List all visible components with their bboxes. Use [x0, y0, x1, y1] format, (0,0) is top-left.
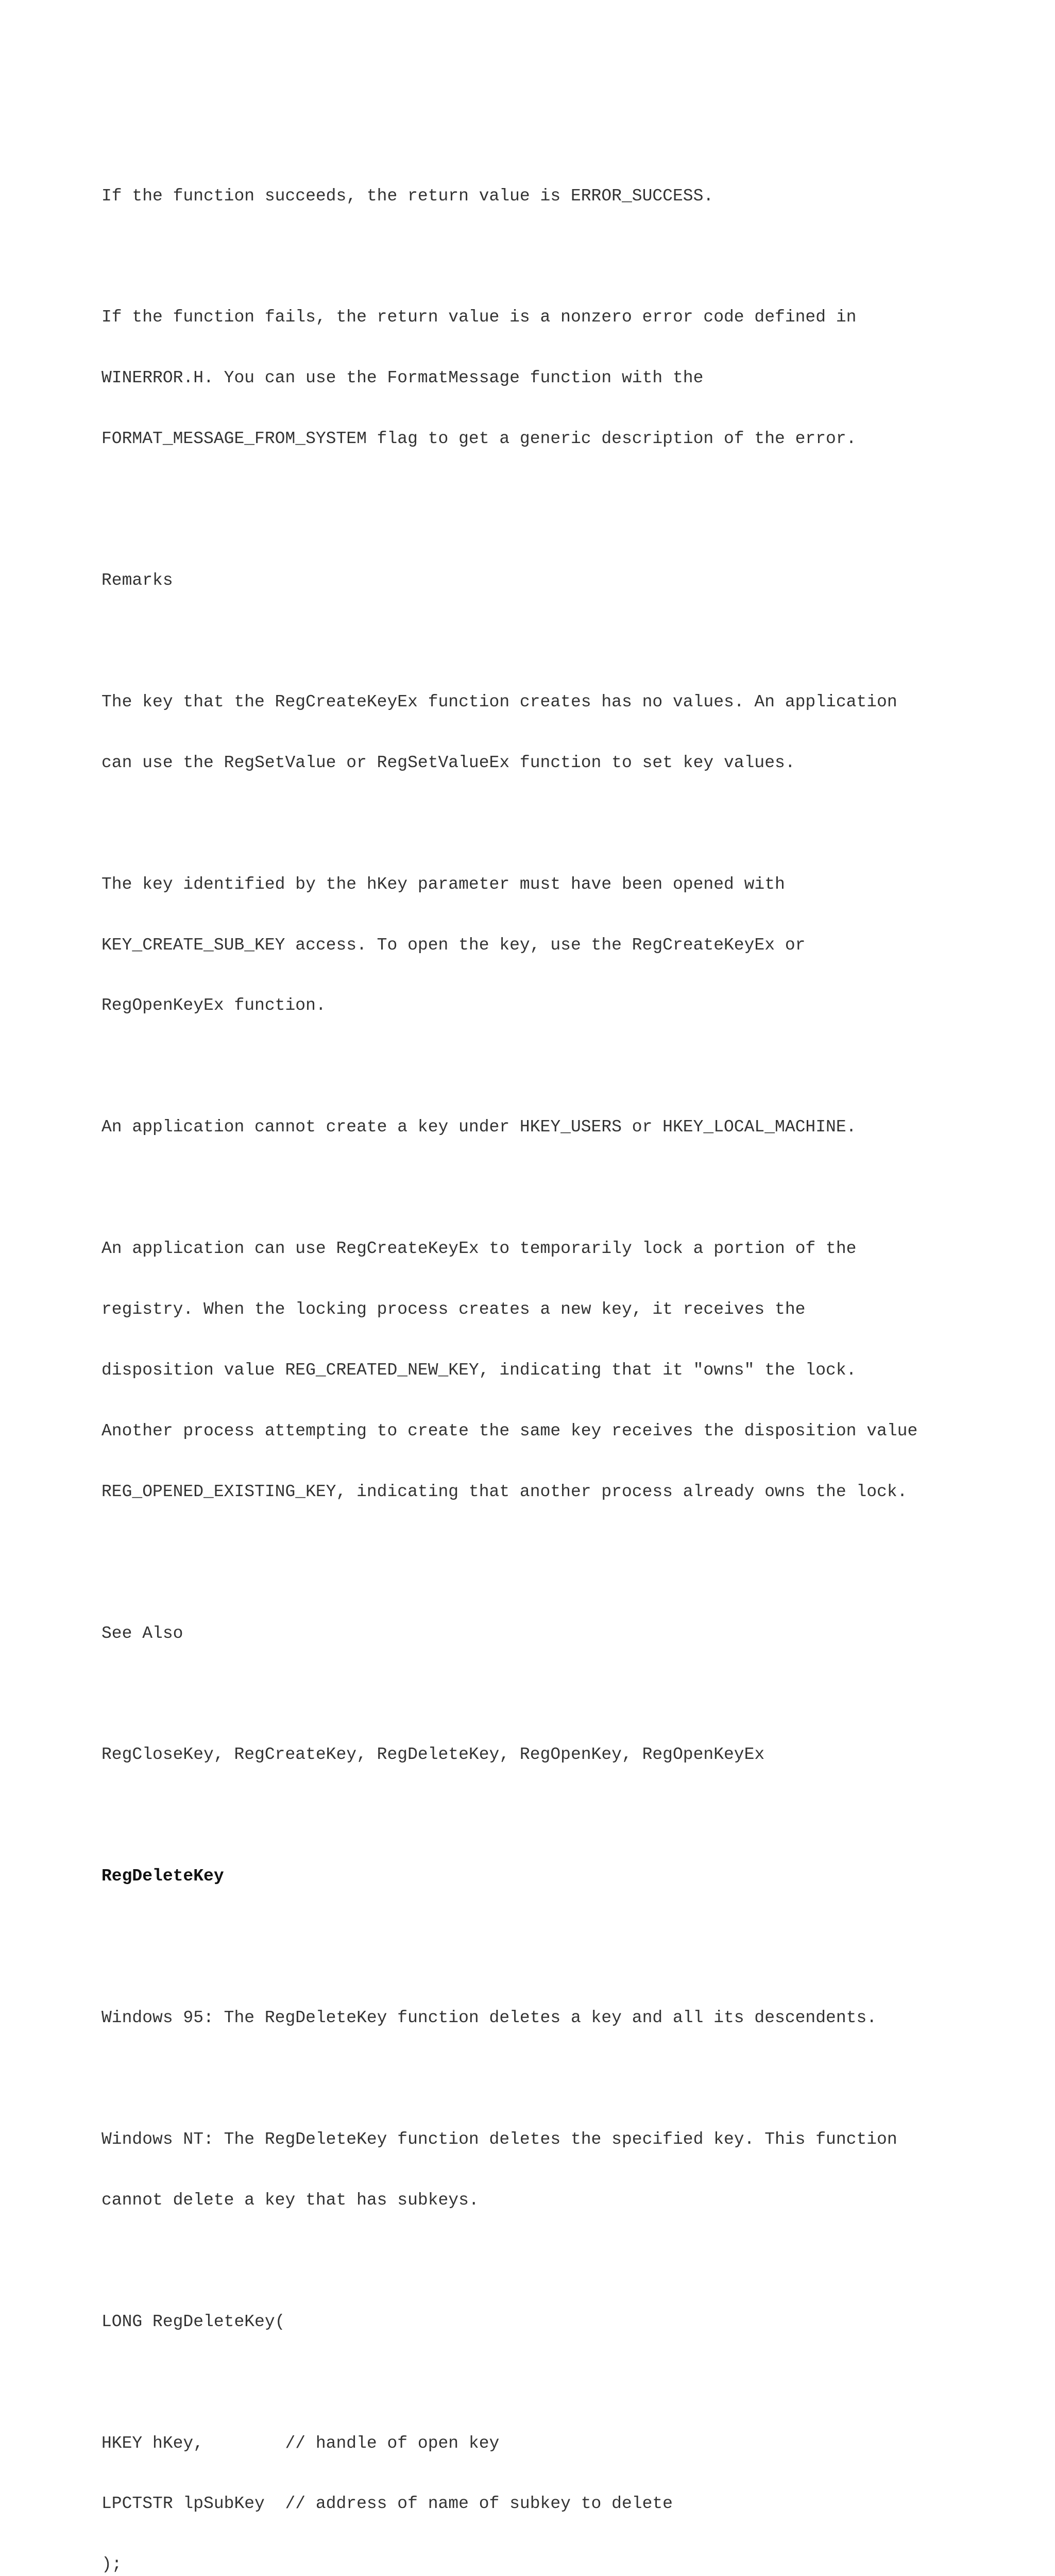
- text-line: FORMAT_MESSAGE_FROM_SYSTEM flag to get a generic description of the error.: [101, 429, 857, 449]
- remarks-paragraph-3: [101, 1077, 1039, 1178]
- function-title: RegDeleteKey: [101, 1867, 224, 1886]
- text-line: If the function succeeds, the return value is ERROR_SUCCESS.: [101, 186, 714, 206]
- code-line: LPCTSTR lpSubKey // address of name of subkey to delete: [101, 2494, 673, 2514]
- code-line: HKEY hKey, // handle of open key: [101, 2433, 500, 2453]
- text-line: The key identified by the hKey parameter must have been opened with: [101, 874, 785, 894]
- winnt-paragraph: [101, 2089, 1039, 2251]
- see-also-heading: [101, 1583, 1039, 1684]
- text-line: An application cannot create a key under HKEY_USERS or HKEY_LOCAL_MACHINE.: [101, 1117, 857, 1137]
- section-title: See Also: [101, 1623, 183, 1643]
- section-title: Remarks: [101, 571, 173, 590]
- return-success-paragraph: [101, 145, 1039, 246]
- text-line: registry. When the locking process creates a new key, it receives the: [101, 1299, 806, 1319]
- see-also-links: [101, 1704, 1039, 1805]
- text-line: RegCloseKey, RegCreateKey, RegDeleteKey, RegOpenKey, RegOpenKeyEx: [101, 1745, 765, 1765]
- text-line: RegOpenKeyEx function.: [101, 996, 326, 1015]
- text-line: KEY_CREATE_SUB_KEY access. To open the key, use the RegCreateKeyEx or: [101, 935, 806, 955]
- text-line: The key that the RegCreateKeyEx function creates has no values. An application: [101, 692, 897, 712]
- text-line: can use the RegSetValue or RegSetValueEx function to set key values.: [101, 753, 795, 772]
- code-block: [101, 2393, 1039, 2576]
- text-line: cannot delete a key that has subkeys.: [101, 2190, 479, 2210]
- regdeletekey-title: [101, 1826, 1039, 1927]
- remarks-heading: [101, 530, 1039, 631]
- remarks-paragraph-4: [101, 1198, 1039, 1542]
- text-line: An application can use RegCreateKeyEx to temporarily lock a portion of the: [101, 1239, 857, 1259]
- win95-paragraph: [101, 1968, 1039, 2069]
- text-line: LONG RegDeleteKey(: [101, 2312, 285, 2331]
- text-line: REG_OPENED_EXISTING_KEY, indicating that another process already owns the lock.: [101, 1482, 908, 1501]
- remarks-paragraph-2: [101, 834, 1039, 1056]
- text-line: Another process attempting to create the same key receives the disposition value: [101, 1421, 918, 1440]
- text-line: disposition value REG_CREATED_NEW_KEY, indicating that it "owns" the lock.: [101, 1360, 857, 1380]
- text-line: Windows NT: The RegDeleteKey function deletes the specified key. This function: [101, 2130, 897, 2149]
- text-line: WINERROR.H. You can use the FormatMessage function with the: [101, 368, 704, 388]
- function-signature: [101, 2271, 1039, 2372]
- return-failure-paragraph: [101, 267, 1039, 489]
- remarks-paragraph-1: [101, 651, 1039, 813]
- text-line: If the function fails, the return value is a nonzero error code defined in: [101, 308, 857, 327]
- document-page: [101, 145, 1039, 2576]
- text-line: Windows 95: The RegDeleteKey function deletes a key and all its descendents.: [101, 2008, 877, 2028]
- code-line: );: [101, 2555, 122, 2574]
